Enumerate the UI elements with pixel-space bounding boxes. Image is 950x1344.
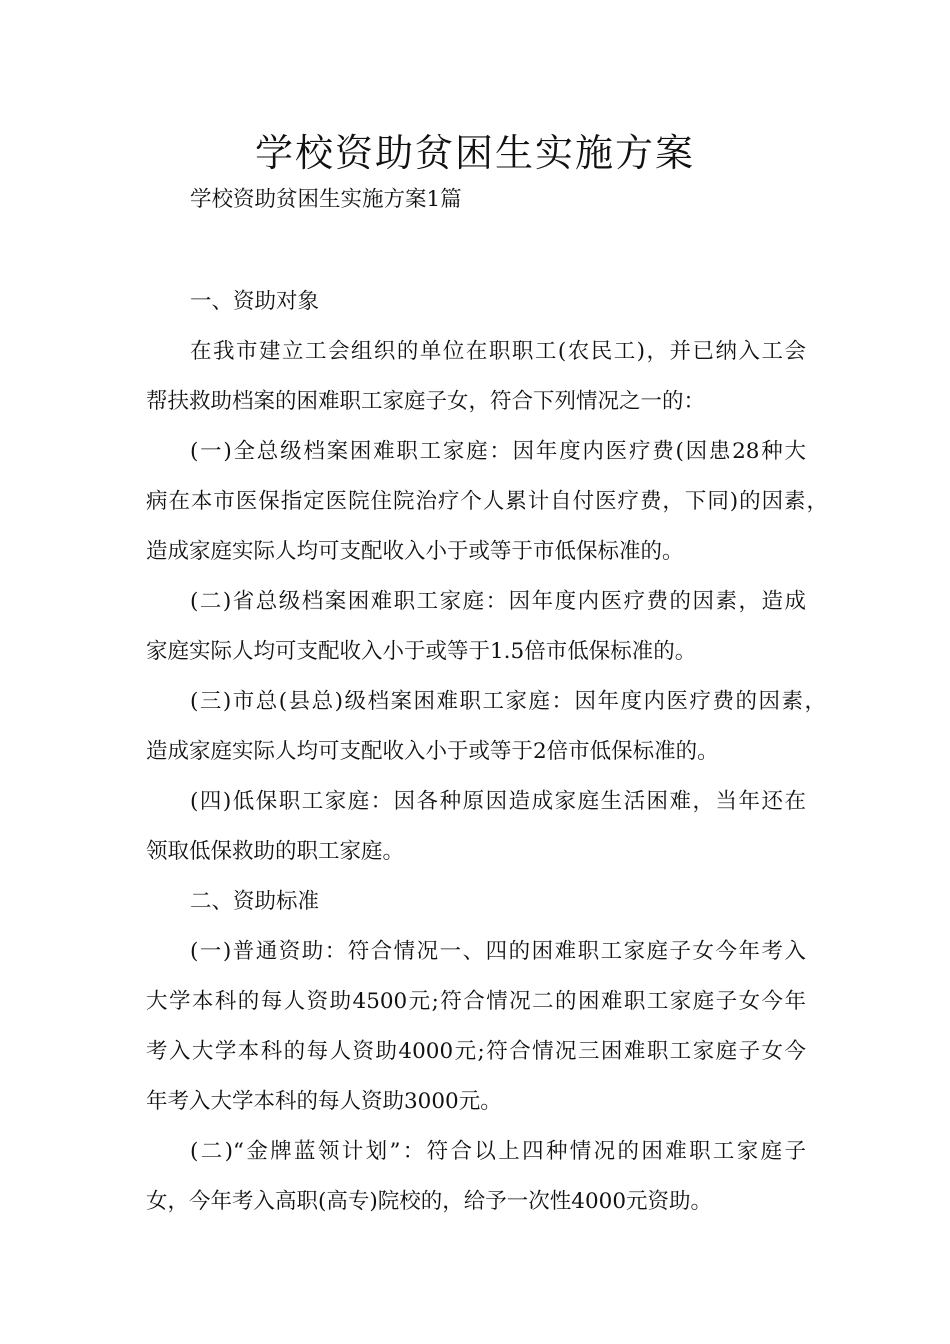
- paragraph-line: 家庭实际人均可支配收入小于或等于1.5倍市低保标准的。: [146, 639, 697, 664]
- paragraph-line: 大学本科的每人资助4500元;符合情况二的困难职工家庭子女今年: [146, 989, 806, 1014]
- document-title: 学校资助贫困生实施方案: [254, 131, 695, 175]
- paragraph-line: (三)市总(县总)级档案困难职工家庭：因年度内医疗费的因素，: [190, 689, 826, 714]
- paragraph-line: (一)普通资助：符合情况一、四的困难职工家庭子女今年考入: [190, 939, 806, 964]
- section-heading-2: 二、资助标准: [190, 889, 320, 914]
- paragraph-line: 年考入大学本科的每人资助3000元。: [146, 1089, 502, 1114]
- paragraph-line: 考入大学本科的每人资助4000元;符合情况三困难职工家庭子女今: [146, 1039, 806, 1064]
- paragraph-line: 领取低保救助的职工家庭。: [146, 839, 405, 864]
- paragraph-line: (一)全总级档案困难职工家庭：因年度内医疗费(因患28种大: [190, 439, 806, 464]
- paragraph-line: 在我市建立工会组织的单位在职职工(农民工)，并已纳入工会: [190, 339, 806, 364]
- document-subtitle: 学校资助贫困生实施方案1篇: [190, 187, 462, 212]
- paragraph-line: 帮扶救助档案的困难职工家庭子女，符合下列情况之一的：: [146, 389, 706, 414]
- section-heading-1: 一、资助对象: [190, 289, 320, 314]
- paragraph-line: (四)低保职工家庭：因各种原因造成家庭生活困难，当年还在: [190, 789, 806, 814]
- paragraph-line: 病在本市医保指定医院住院治疗个人累计自付医疗费，下同)的因素，: [146, 489, 828, 514]
- paragraph-line: (二)省总级档案困难职工家庭：因年度内医疗费的因素，造成: [190, 589, 806, 614]
- paragraph-line: (二)“金牌蓝领计划”：符合以上四种情况的困难职工家庭子: [190, 1139, 806, 1164]
- paragraph-line: 女，今年考入高职(高专)院校的，给予一次性4000元资助。: [146, 1189, 712, 1214]
- paragraph-line: 造成家庭实际人均可支配收入小于或等于市低保标准的。: [146, 539, 684, 564]
- paragraph-line: 造成家庭实际人均可支配收入小于或等于2倍市低保标准的。: [146, 739, 719, 764]
